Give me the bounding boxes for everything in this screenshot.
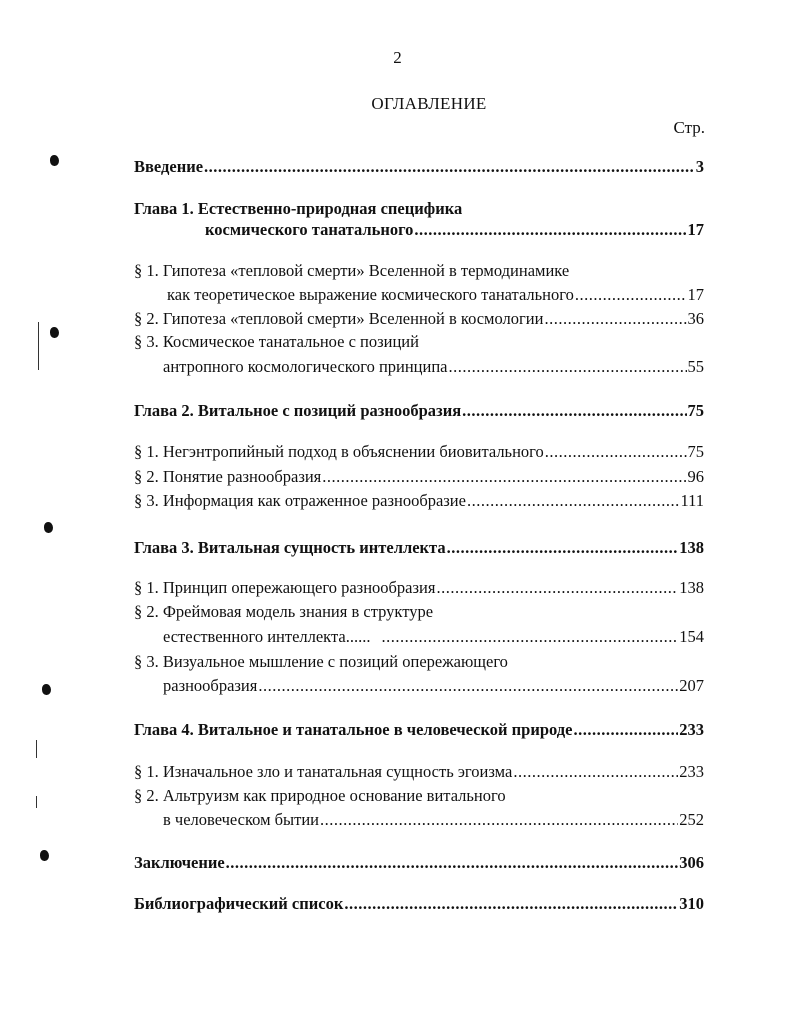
toc-entry-title: Библиографический список <box>134 894 344 913</box>
leader-dots <box>462 399 686 423</box>
leader-dots <box>320 808 678 832</box>
toc-entry-title: Глава 4. Витальное и танатальное в человеческой природе <box>134 720 573 739</box>
toc-entry-page: 310 <box>679 894 704 913</box>
toc-entry-title: в человеческом бытии <box>163 810 320 829</box>
toc-section-4-2-title-line1[interactable]: § 2. Альтруизм как природное основание витального <box>134 786 506 805</box>
toc-section-3-2-title-line1[interactable]: § 2. Фреймовая модель знания в структуре <box>134 602 434 621</box>
toc-entry-title: § 1. Принцип опережающего разнообразия <box>134 578 436 597</box>
toc-section-3-1[interactable] <box>0 576 704 600</box>
toc-chapter-1-title-line1[interactable]: Глава 1. Естественно-природная специфика <box>134 199 463 218</box>
toc-entry-title: естественного интеллекта...... <box>163 627 371 646</box>
toc-entry-page: 55 <box>687 357 704 376</box>
leader-dots <box>344 892 678 916</box>
toc-entry-page: 233 <box>679 762 704 781</box>
toc-entry-title: § 2. Гипотеза «тепловой смерти» Вселенной в космологии <box>134 309 544 328</box>
toc-entry-title: Заключение <box>134 853 225 872</box>
leader-dots <box>545 440 687 464</box>
leader-dots <box>226 851 679 875</box>
toc-entry-title: § 1. Негэнтропийный подход в объяснении биовитального <box>134 442 544 461</box>
toc-section-2-1[interactable] <box>0 440 704 464</box>
toc-section-4-1[interactable] <box>0 760 704 784</box>
toc-entry-page: 96 <box>687 467 704 486</box>
toc-entry-page: 138 <box>679 538 704 557</box>
toc-entry-title: космического танатального <box>205 220 414 239</box>
toc-entry-page: 75 <box>687 401 704 420</box>
toc-entry-page: 36 <box>687 309 704 328</box>
toc-entry-page: 252 <box>679 810 704 829</box>
toc-entry-page: 154 <box>679 627 704 646</box>
toc-entry-page: 306 <box>679 853 704 872</box>
leader-dots <box>544 307 686 331</box>
leader-dots <box>414 218 686 242</box>
toc-section-1-3[interactable] <box>0 355 704 379</box>
toc-entry-title: антропного космологического принципа <box>163 357 448 376</box>
toc-entry-page: 75 <box>687 442 704 461</box>
toc-section-1-2[interactable] <box>0 307 704 331</box>
toc-entry-title: § 1. Изначальное зло и танатальная сущность эгоизма <box>134 762 513 781</box>
toc-entry-page: 17 <box>687 285 704 304</box>
toc-bibliography[interactable] <box>0 892 704 916</box>
toc-section-1-3-title-line1[interactable]: § 3. Космическое танатальное с позиций <box>134 332 419 351</box>
toc-section-1-1-title-line1[interactable]: § 1. Гипотеза «тепловой смерти» Вселенной в термодинамике <box>134 261 570 280</box>
toc-section-4-2[interactable] <box>0 808 704 832</box>
toc-entry-page: 233 <box>679 720 704 739</box>
punch-hole-mark <box>44 522 53 533</box>
leader-dots <box>449 355 687 379</box>
toc-entry-introduction[interactable] <box>0 155 704 179</box>
leader-dots <box>575 283 687 307</box>
leader-dots <box>573 718 678 742</box>
toc-chapter-3[interactable] <box>0 536 704 560</box>
scan-edge-mark <box>36 740 37 758</box>
toc-entry-page: 138 <box>679 578 704 597</box>
toc-conclusion[interactable] <box>0 851 704 875</box>
toc-entry-page: 3 <box>695 157 704 176</box>
toc-section-3-3[interactable] <box>0 674 704 698</box>
toc-chapter-1[interactable] <box>0 218 704 242</box>
toc-chapter-4[interactable] <box>0 718 704 742</box>
leader-dots <box>258 674 678 698</box>
toc-title: ОГЛАВЛЕНИЕ <box>371 94 487 113</box>
leader-dots <box>204 155 695 179</box>
toc-entry-title: § 2. Понятие разнообразия <box>134 467 322 486</box>
scan-edge-mark <box>36 796 37 808</box>
toc-entry-title: § 3. Информация как отраженное разнообразие <box>134 491 466 510</box>
page-column-label: Стр. <box>673 118 705 137</box>
toc-entry-page: 111 <box>680 491 704 510</box>
toc-entry-title: разнообразия <box>163 676 258 695</box>
toc-entry-title: как теоретическое выражение космического танатального <box>167 285 574 304</box>
toc-entry-title: Введение <box>134 157 204 176</box>
leader-dots <box>447 536 679 560</box>
leader-dots <box>513 760 678 784</box>
toc-section-3-3-title-line1[interactable]: § 3. Визуальное мышление с позиций опережающего <box>134 652 508 671</box>
leader-dots <box>467 489 680 513</box>
toc-chapter-2[interactable] <box>0 399 704 423</box>
toc-entry-page: 207 <box>679 676 704 695</box>
toc-section-3-2[interactable] <box>0 625 704 649</box>
leader-dots <box>436 576 678 600</box>
toc-section-2-3[interactable] <box>0 489 704 513</box>
leader-dots <box>381 625 678 649</box>
page-number: 2 <box>393 48 402 67</box>
toc-entry-page: 17 <box>687 220 704 239</box>
toc-section-1-1[interactable] <box>0 283 704 307</box>
toc-section-2-2[interactable] <box>0 465 704 489</box>
leader-dots <box>322 465 686 489</box>
toc-entry-title: Глава 2. Витальное с позиций разнообразия <box>134 401 462 420</box>
toc-entry-title: Глава 3. Витальная сущность интеллекта <box>134 538 446 557</box>
